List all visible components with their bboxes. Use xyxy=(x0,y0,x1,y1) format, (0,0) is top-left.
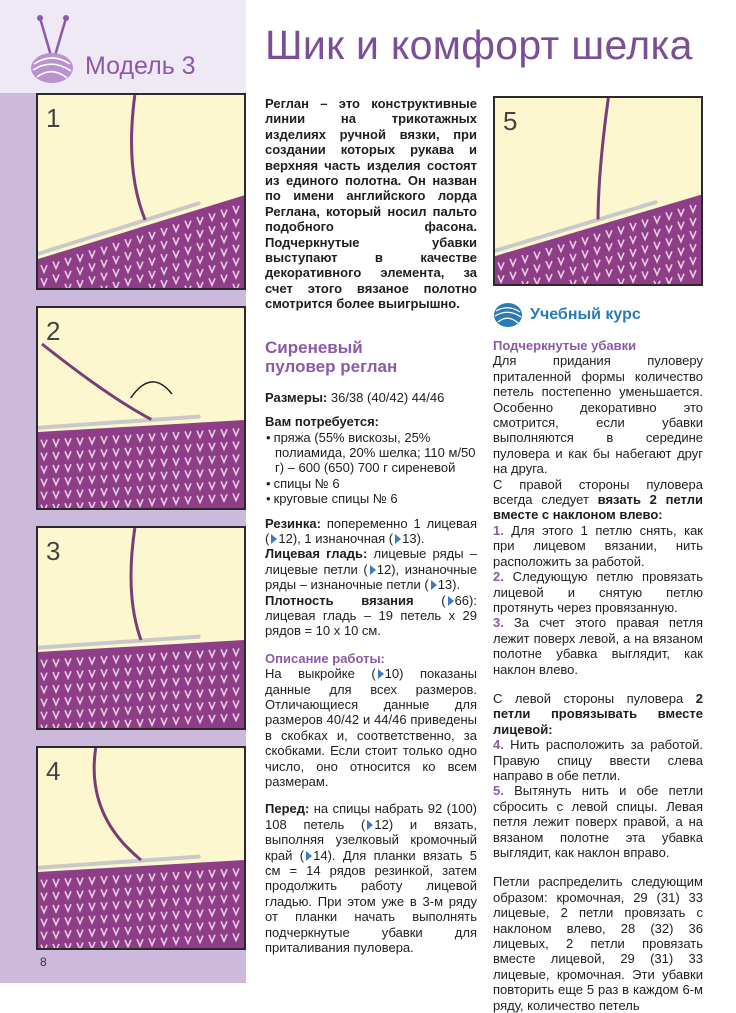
pattern-title-line1: Сиреневый xyxy=(265,337,363,357)
arrow-reference-icon xyxy=(306,851,312,861)
materials-label: Вам потребуется: xyxy=(265,414,379,430)
step-illustration-5 xyxy=(493,96,703,286)
step-number: 5 xyxy=(503,106,518,136)
intro-text: Реглан – это конструктивные линии на трикотажных изделиях ручной вязки, при создании которых рукава и верхняя часть изделия состоят из единого полотна. Он назван по имени английского лорда Реглана, который носил пальто подобного фасона. Подчеркнутые убавки выступают в качестве декоративного элемента, за счет этого вязаное полотно смотрится более выигрышно. xyxy=(265,96,477,312)
rib-stitch: Резинка: попеременно 1 лицевая ( 12), 1 изнаночная ( 13). xyxy=(265,515,477,546)
work-description: На выкройке ( 10) показаны данные для всех размеров. Отличающиеся данные для размеров 40/42 и 44/46 приведены в скобках и, соответственно, за скобками. Если стоит только одно число, оно относится ко всем размерам. xyxy=(265,666,477,790)
front-instructions: Перед: на спицы набрать 92 (100) 108 петель ( 12) и вязать, выполняя узелковый кромочный край ( 14). Для планки вязать 5 см = 14 рядов резинкой, затем продолжить работу лицевой гладью. При этом уже в 3-м ряду от планки начать выполнять подчеркнутые убавки для приталивания пуловера. xyxy=(265,801,477,956)
knitted-fabric-drawing xyxy=(38,308,244,508)
knitted-fabric-drawing xyxy=(495,98,701,284)
yarn-ball-icon xyxy=(493,302,523,328)
knitted-fabric-drawing xyxy=(38,528,244,728)
course-title: Учебный курс xyxy=(530,306,641,323)
course-step: 5. Вытянуть нить и обе петли сбросить с левой спицы. Левая петля лежит поверх правой, а на вязаном полотне эта убавка выглядит, как наклон вправо. xyxy=(493,783,703,860)
course-paragraph: С левой стороны пуловера 2 петли провязывать вместе лицевой: xyxy=(493,690,703,737)
course-paragraph: Для придания пуловеру приталенной формы количество петель постепенно уменьшается. Особенно декоративно это смотрится, если убавки выполняются в середине пуловера и как бы набегают друг на друга. xyxy=(493,353,703,477)
course-step: 2. Следующую петлю провязать лицевой и снятую петлю протянуть через провязанную. xyxy=(493,569,703,615)
gauge: Плотность вязания ( 66): лицевая гладь – 19 петель x 29 рядов = 10 x 10 см. xyxy=(265,592,477,639)
arrow-reference-icon xyxy=(395,534,401,544)
model-label: Модель 3 xyxy=(85,52,196,80)
sizes: Размеры: 36/38 (40/42) 44/46 xyxy=(265,389,445,405)
list-item: • круговые спицы № 6 xyxy=(275,491,477,506)
arrow-reference-icon xyxy=(370,565,376,575)
step-number: 1 xyxy=(46,103,61,133)
knitted-fabric-drawing xyxy=(38,748,244,948)
page-number: 8 xyxy=(40,955,47,969)
list-item: • пряжа (55% вискозы, 25% полиамида, 20% шелка; 110 м/50 г) – 600 (650) 700 г сиреневой xyxy=(275,430,477,476)
step-illustration-1 xyxy=(36,93,246,290)
course-step: 1. Для этого 1 петлю снять, как при лицевом вязании, нить расположить за работой. xyxy=(493,522,703,569)
stockinette-stitch: Лицевая гладь: лицевые ряды – лицевые петли ( 12), изнаночные ряды – изнаночные петли ( 13). xyxy=(265,546,477,593)
step-number: 3 xyxy=(46,536,61,566)
arrow-reference-icon xyxy=(448,596,454,606)
course-paragraph: С правой стороны пуловера всегда следует вязать 2 петли вместе с наклоном влево: xyxy=(493,476,703,523)
pattern-title xyxy=(265,338,477,376)
arrow-reference-icon xyxy=(431,580,437,590)
arrow-reference-icon xyxy=(367,820,373,830)
course-step: 4. Нить расположить за работой. Правую спицу ввести слева направо в обе петли. xyxy=(493,737,703,783)
materials-list xyxy=(265,430,477,507)
page-title: Шик и комфорт шелка xyxy=(265,22,693,68)
step-number: 2 xyxy=(46,316,61,346)
pattern-title-line2: пуловер реглан xyxy=(265,356,398,376)
course-subtitle: Подчеркнутые убавки xyxy=(493,338,637,353)
right-column xyxy=(493,338,703,1013)
arrow-reference-icon xyxy=(378,669,384,679)
work-description-label: Описание работы: xyxy=(265,650,385,666)
step-illustration-4 xyxy=(36,746,246,950)
step-illustration-3 xyxy=(36,526,246,730)
course-paragraph: Петли распределить следующим образом: кромочная, 29 (31) 33 лицевые, 2 петли провязать с наклоном влево, 28 (32) 36 лицевых, 2 петли провязать вместе лицевой, 29 (31) 33 лицевые, кромочная. Эти убавки повторить еще 5 раз в каждом 6-м ряду, количество петель xyxy=(493,874,703,1013)
yarn-ball-needles-logo xyxy=(28,14,84,86)
course-step: 3. За счет этого правая петля лежит поверх левой, а на вязаном полотне убавка выглядит, как наклон влево. xyxy=(493,615,703,677)
step-illustration-2 xyxy=(36,306,246,510)
list-item: • спицы № 6 xyxy=(275,476,477,491)
arrow-reference-icon xyxy=(271,534,277,544)
knitted-fabric-drawing xyxy=(38,95,244,288)
step-number: 4 xyxy=(46,756,61,786)
middle-column xyxy=(265,96,477,956)
